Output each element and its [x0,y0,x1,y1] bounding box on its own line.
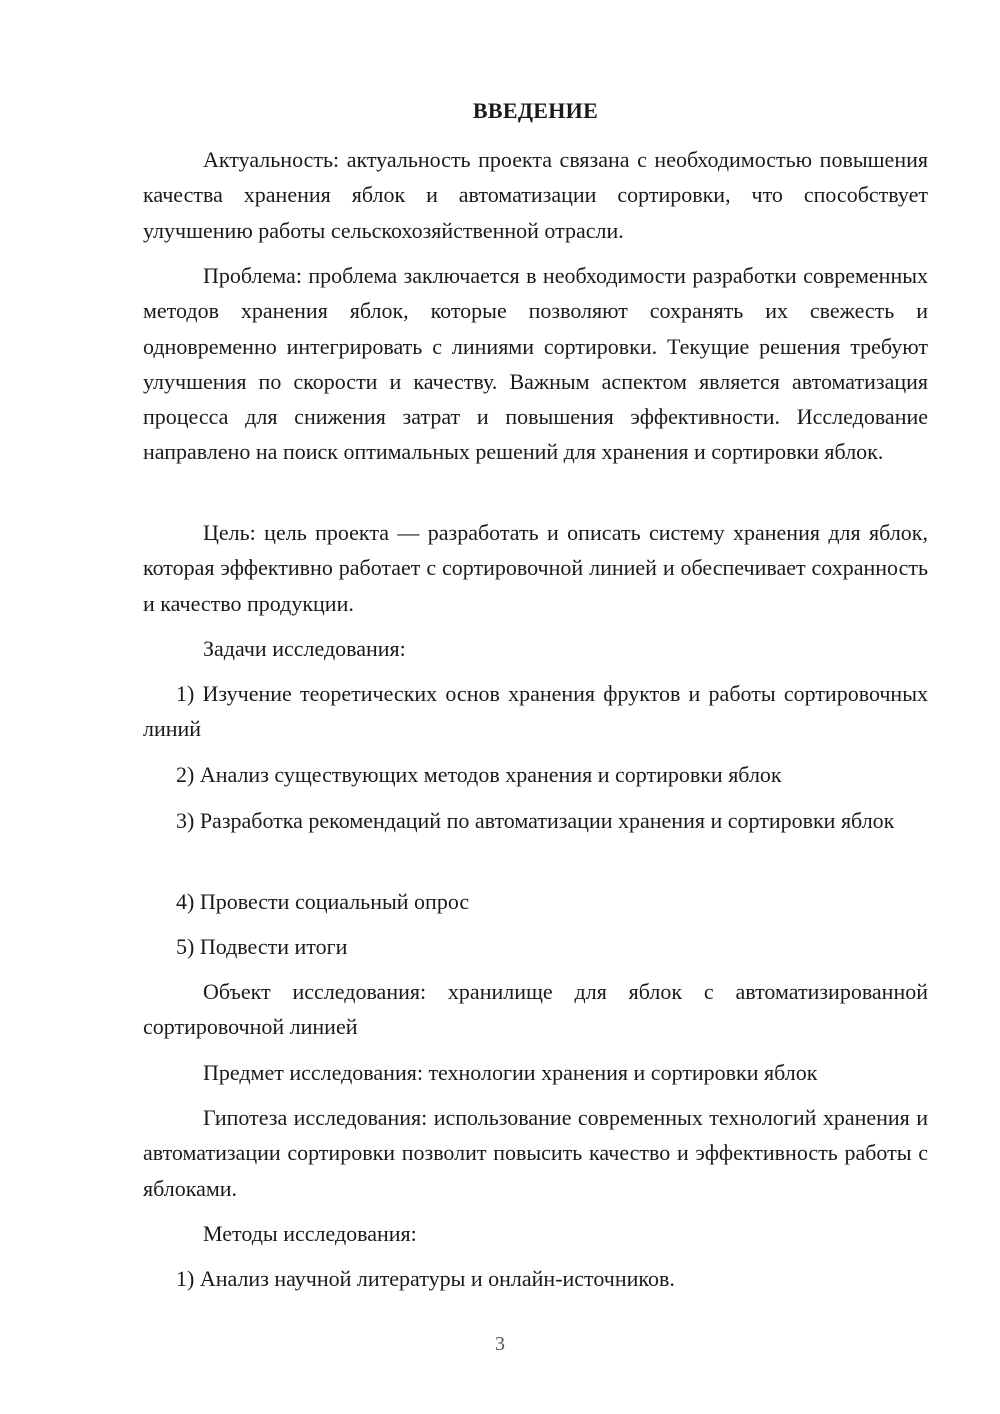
list-item-task-5: 5) Подвести итоги [176,934,348,959]
list-item-task-3: 3) Разработка рекомендаций по автоматизации хранения и сортировки яблок [176,808,895,833]
paragraph-hypothesis: Гипотеза исследования: использование современных технологий хранения и автоматизации сортировки позволит повысить качество и эффективность работы с яблоками. [143,1105,928,1201]
paragraph-tasks-heading: Задачи исследования: [203,636,406,661]
paragraph-methods-heading: Методы исследования: [203,1221,417,1246]
page-number: 3 [495,1333,505,1355]
list-item-task-4: 4) Провести социальный опрос [176,889,470,914]
paragraph-object: Объект исследования: хранилище для яблок с автоматизированной сортировочной линией [143,979,928,1040]
paragraph-problem: Проблема: проблема заключается в необходимости разработки современных методов хранения яблок, которые позволяют сохранять их свежесть и одновременно интегрировать с линиями сортировки. Текущие решения требуют улучшения по скорости и качеству. Важным аспектом является автоматизация процесса для снижения затрат и повышения эффективности. Исследование направлено на поиск оптимальных решений для хранения и сортировки яблок. [143,263,928,465]
paragraph-relevance: Актуальность: актуальность проекта связана с необходимостью повышения качества хранения яблок и автоматизации сортировки, что способствует улучшению работы сельскохозяйственной отрасли. [143,147,928,243]
section-title: ВВЕДЕНИЕ [472,98,599,123]
paragraph-goal: Цель: цель проекта — разработать и описать систему хранения для яблок, которая эффективно работает с сортировочной линией и обеспечивает сохранность и качество продукции. [143,520,928,616]
list-item-task-1: 1) Изучение теоретических основ хранения фруктов и работы сортировочных линий [143,681,928,742]
list-item-task-2: 2) Анализ существующих методов хранения и сортировки яблок [176,762,782,787]
list-item-method-1: 1) Анализ научной литературы и онлайн-источников. [176,1266,675,1291]
paragraph-subject: Предмет исследования: технологии хранения и сортировки яблок [203,1060,818,1085]
